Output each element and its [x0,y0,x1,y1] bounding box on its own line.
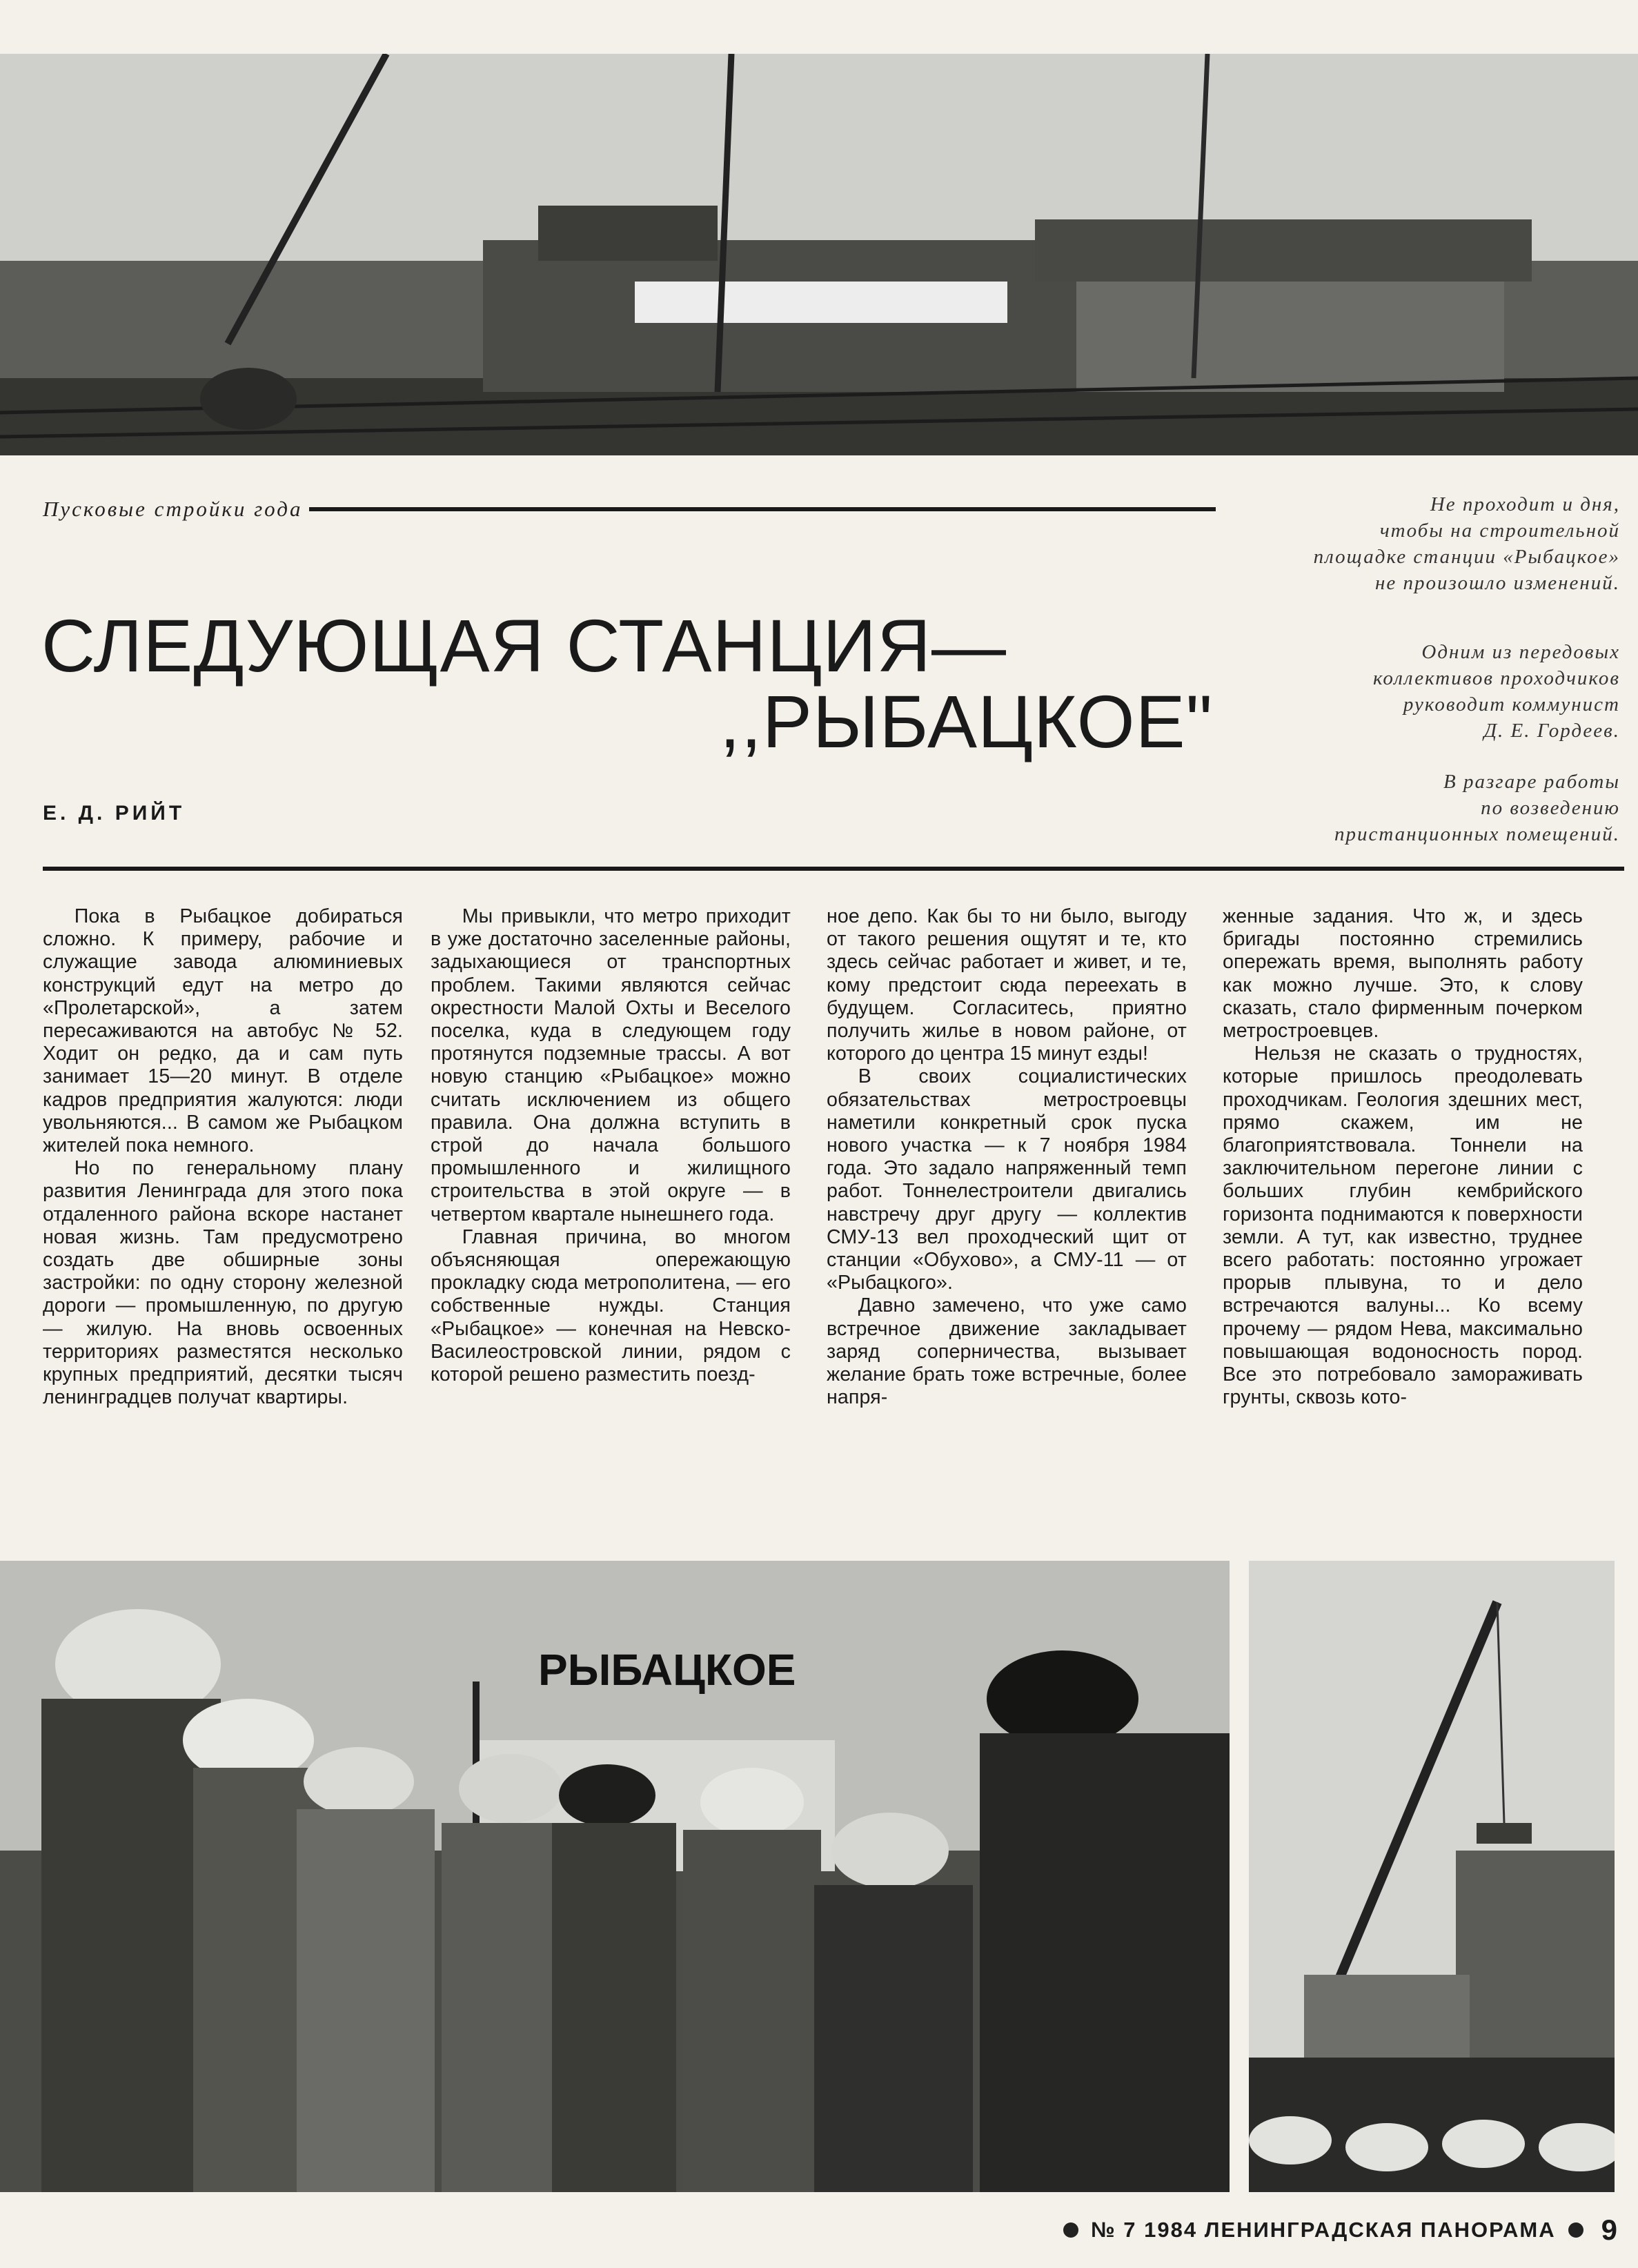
page-number: 9 [1601,2213,1617,2246]
section-rubric [43,495,1216,523]
rubric-label: Пусковые стройки года [43,497,303,521]
article-column-3: ное депо. Как бы то ни было, выгоду от такого решения ощутят и те, кто здесь сейчас работает и живет, и те, кому предстоит сюда переехать в будущем. Согласитесь, приятно получить жилье в новом районе, от которого до центра 15 минут езды! В своих социалистических обязательствах метростроевцы наметили конкретный срок пуска нового участка — к 7 ноября 1984 года. Это задало напряженный темп работ. Тоннелестроители двигались навстречу друг другу — коллектив СМУ-13 вел проходческий щит от станции «Обухово», а СМУ-11 — от «Рыбацкого». Давно замечено, что уже само встречное движение закладывает заряд соперничества, вызывает желание брать тоже встречные, более напря- [827,905,1187,1409]
article-column-1: Пока в Рыбацкое добираться сложно. К примеру, рабочие и служащие завода алюминиевых конструкций едут на метро до «Пролетарской», а затем пересаживаются на автобус № 52. Ходит он редко, да и сам путь занимает 15—20 минут. В отделе кадров предприятия жалуются: люди увольняются... В самом же Рыбацком жителей пока немного. Но по генеральному плану развития Ленинграда для этого пока отдаленного района вскоре настанет новая жизнь. Там предусмотрено создать две обширные зоны застройки: по одну сторону железной дороги — промышленную, по другую — жилую. На вновь освоенных территориях разместятся несколько крупных предприятий, десятки тысяч ленинградцев получат квартиры. [43,905,403,1409]
article-column-4: женные задания. Что ж, и здесь бригады постоянно стремились опережать время, выполнять работу как можно лучше. Это, к слову сказать, стало фирменным почерком метростроевцев. Нельзя не сказать о трудностях, которые пришлось преодолевать проходчикам. Геология здешних мест, прямо скажем, им не благоприятствовала. Тоннели на заключительном перегоне линии с больших глубин кембрийского горизонта поднимаются к поверхности земли. А тут, как известно, труднее всего работать: постоянно угрожает прорыв плывуна, то и дело встречаются валуны... Ко всему прочему — рядом Нева, максимально повышающая водоносность пород. Все это потребовало замораживать грунты, сквозь кото- [1223,905,1583,1409]
headline-line-1: СЛЕДУЮЩАЯ СТАНЦИЯ— [41,604,1007,687]
footer-issue: № 7 1984 ЛЕНИНГРАДСКАЯ ПАНОРАМА [1091,2218,1556,2242]
crane-photo [1249,1561,1615,2192]
caption-crane-photo: В разгаре работы по возведению пристанционных помещений. [1334,771,1620,845]
footer-bullet-right [1568,2222,1583,2238]
headline-rule [43,867,1624,871]
construction-site-photo [0,54,1638,455]
page-footer [1063,2213,1617,2247]
footer-bullet-left [1063,2222,1078,2238]
article-column-2: Мы привыкли, что метро приходит в уже достаточно заселенные районы, задыхающиеся от транспортных проблем. Такими являются сейчас окрестности Малой Охты и Веселого поселка, куда в следующем году протянутся подземные трассы. А вот новую станцию «Рыбацкое» можно считать исключением из общего правила. Она должна вступить в строй до начала большого промышленного и жилищного строительства в этой округе — в четвертом квартале нынешнего года. Главная причина, во многом объясняющая опережающую прокладку сюда метрополитена, — его собственные нужды. Станция «Рыбацкое» — конечная на Невско-Василеостровской линии, рядом с которой решено разместить поезд- [431,905,791,1386]
caption-workers-photo: Одним из передовых коллективов проходчиков руководит коммунист Д. Е. Гордеев. [1372,641,1620,742]
caption-top-photo: Не проходит и дня, чтобы на строительной площадке станции «Рыбацкое» не произошло изменений. [1313,493,1620,594]
workers-group-photo [0,1561,1230,2192]
author-byline: Е. Д. РИЙТ [43,802,186,825]
station-sign: РЫБАЦКОЕ [538,1645,796,1695]
headline-line-2: ,,РЫБАЦКОЕ" [719,680,1213,763]
rubric-rule [309,507,1216,511]
